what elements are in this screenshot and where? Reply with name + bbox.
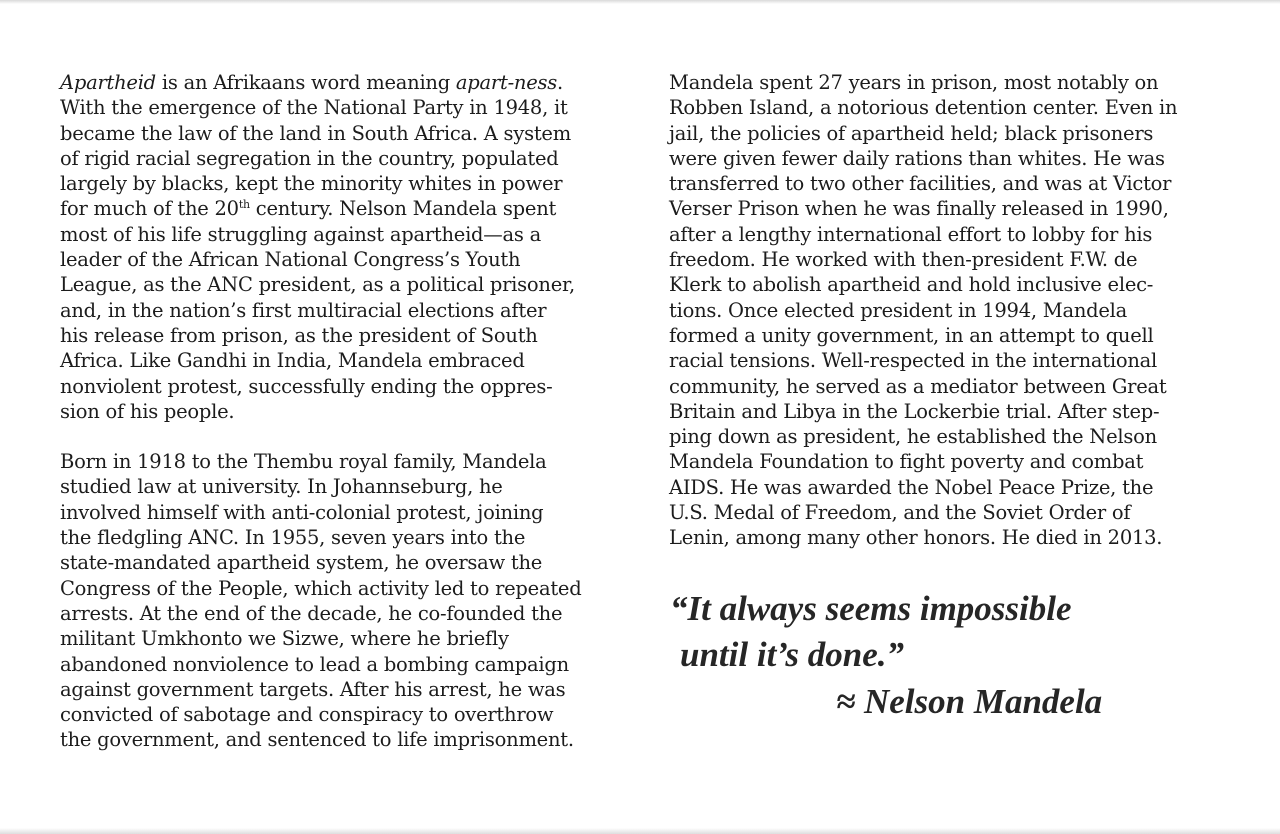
text-line: [669, 475, 1229, 500]
text-line: [669, 121, 1229, 146]
text-line: [669, 424, 1229, 449]
text-line: [669, 70, 1229, 95]
quote-attribution: ≈ Nelson Mandela: [836, 682, 1103, 721]
text-segment: Mandela Foundation to fight poverty and combat: [669, 450, 1144, 474]
text-segment: most of his life struggling against apartheid—as a: [60, 222, 541, 246]
paragraph: [60, 449, 620, 753]
text-segment: abandoned nonviolence to lead a bombing campaign: [60, 652, 569, 676]
text-line: [60, 550, 620, 575]
text-segment: involved himself with anti-colonial protest, joining: [60, 500, 544, 524]
text-line: [669, 348, 1229, 373]
text-segment: sion of his people.: [60, 399, 235, 423]
text-segment: largely by blacks, kept the minority whites in power: [60, 172, 563, 196]
text-line: [669, 196, 1229, 221]
text-segment: AIDS. He was awarded the Nobel Peace Prize, the: [669, 475, 1154, 499]
text-segment: nonviolent protest, successfully ending the oppres-: [60, 374, 553, 398]
text-segment: the fledgling ANC. In 1955, seven years into the: [60, 526, 526, 550]
quote-line-1: “It always seems impossible: [670, 589, 1072, 628]
text-line: [60, 70, 620, 95]
mandela-quote: [670, 586, 1170, 725]
text-segment: militant Umkhonto we Sizwe, where he briefly: [60, 627, 509, 651]
text-segment: and, in the nation’s first multiracial elections after: [60, 298, 547, 322]
text-line: [60, 652, 620, 677]
text-segment: tions. Once elected president in 1994, Mandela: [669, 298, 1128, 322]
text-line: [60, 449, 620, 474]
text-segment: against government targets. After his arrest, he was: [60, 677, 566, 701]
text-line: [60, 374, 620, 399]
paragraph: [60, 70, 620, 424]
text-segment: is an Afrikaans word meaning: [155, 71, 456, 94]
text-segment: transferred to two other facilities, and was at Victor: [669, 172, 1172, 196]
text-segment: Lenin, among many other honors. He died in 2013.: [669, 526, 1163, 550]
text-line: [669, 374, 1229, 399]
text-segment: community, he served as a mediator between Great: [669, 374, 1167, 398]
text-line: [669, 95, 1229, 120]
text-line: [60, 196, 620, 221]
text-segment: U.S. Medal of Freedom, and the Soviet Order of: [669, 501, 1131, 525]
text-line: [669, 272, 1229, 297]
superscript: th: [238, 198, 250, 212]
text-segment: racial tensions. Well-respected in the international: [669, 349, 1158, 373]
text-segment: for much of the 20: [60, 197, 239, 221]
text-line: [60, 272, 620, 297]
text-segment: Africa. Like Gandhi in India, Mandela embraced: [60, 349, 525, 373]
text-segment: With the emergence of the National Party in 1948, it: [60, 96, 568, 120]
text-line: [60, 474, 620, 499]
text-line: [60, 525, 620, 550]
text-segment: leader of the African National Congress’s Youth: [60, 248, 521, 272]
text-line: [60, 702, 620, 727]
text-line: [60, 500, 620, 525]
text-segment: Klerk to abolish apartheid and hold inclusive elec-: [669, 273, 1154, 297]
italic-term: apart-ness: [455, 71, 558, 94]
paragraph: [669, 70, 1229, 551]
text-segment: Congress of the People, which activity led to repeated: [60, 576, 582, 600]
text-segment: arrests. At the end of the decade, he co-founded the: [60, 601, 563, 625]
text-line: [669, 323, 1229, 348]
text-segment: formed a unity government, in an attempt to quell: [669, 323, 1154, 347]
text-line: [60, 576, 620, 601]
text-segment: after a lengthy international effort to lobby for his: [669, 222, 1153, 246]
text-segment: of rigid racial segregation in the country, populated: [60, 146, 559, 170]
text-segment: became the law of the land in South Africa. A system: [60, 121, 571, 145]
text-line: [60, 247, 620, 272]
text-line: [669, 222, 1229, 247]
text-segment: League, as the ANC president, as a political prisoner,: [60, 273, 575, 297]
text-segment: Mandela spent 27 years in prison, most notably on: [669, 71, 1159, 94]
text-line: [669, 146, 1229, 171]
text-line: [60, 121, 620, 146]
text-segment: the government, and sentenced to life imprisonment.: [60, 728, 574, 752]
text-segment: ping down as president, he established the Nelson: [669, 425, 1157, 449]
text-line: [60, 399, 620, 424]
text-line: [60, 323, 620, 348]
text-line: [60, 298, 620, 323]
text-segment: Britain and Libya in the Lockerbie trial. After step-: [669, 399, 1160, 423]
page-bottom-edge: [0, 828, 1280, 834]
text-segment: studied law at university. In Johannseburg, he: [60, 475, 503, 499]
text-line: [60, 146, 620, 171]
text-line: [669, 298, 1229, 323]
text-line: [60, 348, 620, 373]
text-segment: Robben Island, a notorious detention center. Even in: [669, 96, 1178, 120]
text-line: [669, 449, 1229, 474]
text-line: [60, 95, 620, 120]
right-text-column: [669, 70, 1229, 551]
text-segment: jail, the policies of apartheid held; black prisoners: [669, 121, 1154, 145]
text-line: [669, 500, 1229, 525]
text-line: [60, 677, 620, 702]
text-segment: Born in 1918 to the Thembu royal family, Mandela: [60, 450, 547, 474]
left-text-column: [60, 70, 620, 753]
text-line: [669, 171, 1229, 196]
text-segment: freedom. He worked with then-president F.W. de: [669, 248, 1138, 272]
text-line: [60, 626, 620, 651]
text-segment: century. Nelson Mandela spent: [249, 197, 557, 221]
text-segment: .: [557, 71, 563, 94]
text-segment: his release from prison, as the president of South: [60, 323, 538, 347]
italic-term: Apartheid: [60, 71, 156, 94]
quote-line-2: until it’s done.”: [680, 635, 904, 674]
page-top-edge: [0, 0, 1280, 4]
text-line: [60, 171, 620, 196]
text-segment: were given fewer daily rations than whites. He was: [669, 146, 1165, 170]
text-segment: convicted of sabotage and conspiracy to overthrow: [60, 703, 554, 727]
text-line: [669, 399, 1229, 424]
text-line: [669, 247, 1229, 272]
text-line: [60, 727, 620, 752]
text-segment: state-mandated apartheid system, he oversaw the: [60, 551, 543, 575]
text-line: [60, 222, 620, 247]
text-segment: Verser Prison when he was finally released in 1990,: [669, 197, 1169, 221]
text-line: [669, 525, 1229, 550]
text-line: [60, 601, 620, 626]
